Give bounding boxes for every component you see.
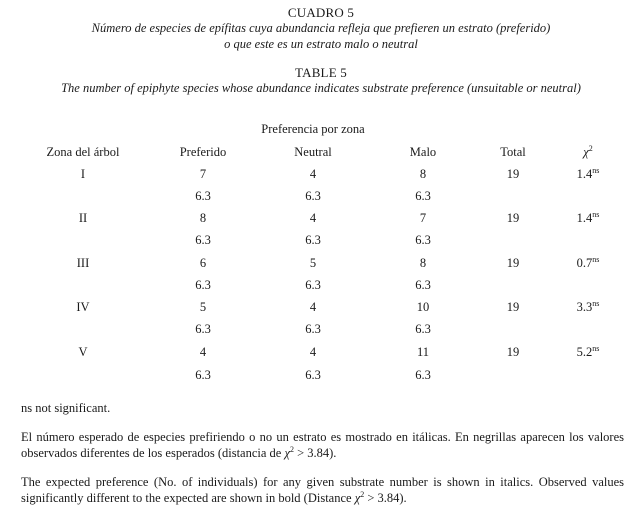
- significance-mark: ns: [592, 255, 600, 264]
- expected-preferido: 6.3: [195, 189, 211, 203]
- expected-malo: 6.3: [415, 322, 431, 336]
- chi-symbol: χ: [354, 491, 361, 505]
- footnote-english-text: The expected preference (No. of individuals) for any given substrate number is shown in italics. Observed values significantly different to the expected are shown in bold (Distance: [21, 475, 624, 505]
- footnote-english: [21, 474, 624, 506]
- row-zone: III: [76, 256, 90, 270]
- row-zone: I: [80, 167, 86, 181]
- row-zone: IV: [76, 300, 90, 314]
- cell-preferido: 7: [199, 167, 207, 181]
- cell-malo: 11: [416, 345, 430, 359]
- expected-preferido: 6.3: [195, 368, 211, 382]
- column-header-preferido: Preferido: [179, 145, 227, 159]
- expected-neutral: 6.3: [305, 189, 321, 203]
- footnote-ns: ns not significant.: [21, 401, 111, 415]
- cell-total: 19: [506, 345, 520, 359]
- cell-neutral: 5: [309, 256, 317, 270]
- chi-superscript: 2: [289, 445, 294, 454]
- expected-preferido: 6.3: [195, 278, 211, 292]
- footnote-spanish-text: El número esperado de especies prefiriendo o no un estrato es mostrado en itálicas. En negrillas aparecen los valores observados diferentes de los esperados (distancia de: [21, 430, 624, 460]
- expected-neutral: 6.3: [305, 233, 321, 247]
- significance-mark: ns: [592, 299, 600, 308]
- cell-total: 19: [506, 256, 520, 270]
- column-header-neutral: Neutral: [294, 145, 332, 159]
- cell-chi-square: [548, 167, 628, 182]
- column-header-malo: Malo: [409, 145, 437, 159]
- cell-total: 19: [506, 211, 520, 225]
- cell-chi-square: [548, 211, 628, 226]
- row-zone: II: [78, 211, 88, 225]
- cell-malo: 10: [416, 300, 430, 314]
- footnote-spanish-end: > 3.84).: [293, 446, 337, 460]
- cell-neutral: 4: [309, 300, 317, 314]
- significance-mark: ns: [592, 166, 600, 175]
- chi-superscript: 2: [588, 144, 593, 153]
- chi-value: 1.4: [576, 167, 593, 181]
- significance-mark: ns: [592, 210, 600, 219]
- cell-preferido: 4: [199, 345, 207, 359]
- cell-chi-square: [548, 300, 628, 315]
- cell-malo: 7: [419, 211, 427, 225]
- cell-malo: 8: [419, 256, 427, 270]
- cell-neutral: 4: [309, 211, 317, 225]
- cell-total: 19: [506, 167, 520, 181]
- expected-neutral: 6.3: [305, 322, 321, 336]
- significance-mark: ns: [592, 344, 600, 353]
- group-header: Preferencia por zona: [261, 122, 365, 136]
- table-label: TABLE 5: [295, 65, 347, 80]
- chi-symbol: χ: [284, 446, 290, 460]
- chi-value: 0.7: [576, 256, 593, 270]
- expected-malo: 6.3: [415, 368, 431, 382]
- cell-total: 19: [506, 300, 520, 314]
- expected-neutral: 6.3: [305, 368, 321, 382]
- cell-chi-square: [548, 345, 628, 360]
- column-header-chi-square: [548, 145, 628, 160]
- expected-neutral: 6.3: [305, 278, 321, 292]
- expected-malo: 6.3: [415, 189, 431, 203]
- cell-preferido: 8: [199, 211, 207, 225]
- cuadro-label: CUADRO 5: [287, 5, 355, 20]
- cell-chi-square: [548, 256, 628, 271]
- column-header-zone: Zona del árbol: [46, 145, 120, 159]
- column-header-total: Total: [500, 145, 526, 159]
- cell-preferido: 5: [199, 300, 207, 314]
- english-title: The number of epiphyte species whose abundance indicates substrate preference (unsuitable or neutral): [61, 81, 581, 95]
- footnote-english-end: > 3.84).: [364, 491, 407, 505]
- expected-preferido: 6.3: [195, 322, 211, 336]
- expected-preferido: 6.3: [195, 233, 211, 247]
- chi-superscript: 2: [360, 490, 365, 499]
- expected-malo: 6.3: [415, 278, 431, 292]
- footnote-spanish: [21, 429, 624, 461]
- cell-neutral: 4: [309, 345, 317, 359]
- row-zone: V: [78, 345, 88, 359]
- expected-malo: 6.3: [415, 233, 431, 247]
- spanish-title-line-2: o que este es un estrato malo o neutral: [224, 37, 418, 51]
- cell-neutral: 4: [309, 167, 317, 181]
- cell-malo: 8: [419, 167, 427, 181]
- spanish-title-line-1: Número de especies de epífitas cuya abundancia refleja que prefieren un estrato (preferido): [91, 21, 551, 35]
- chi-value: 1.4: [576, 211, 593, 225]
- cell-preferido: 6: [199, 256, 207, 270]
- chi-symbol: χ: [583, 145, 589, 159]
- chi-value: 3.3: [576, 300, 593, 314]
- chi-value: 5.2: [576, 345, 593, 359]
